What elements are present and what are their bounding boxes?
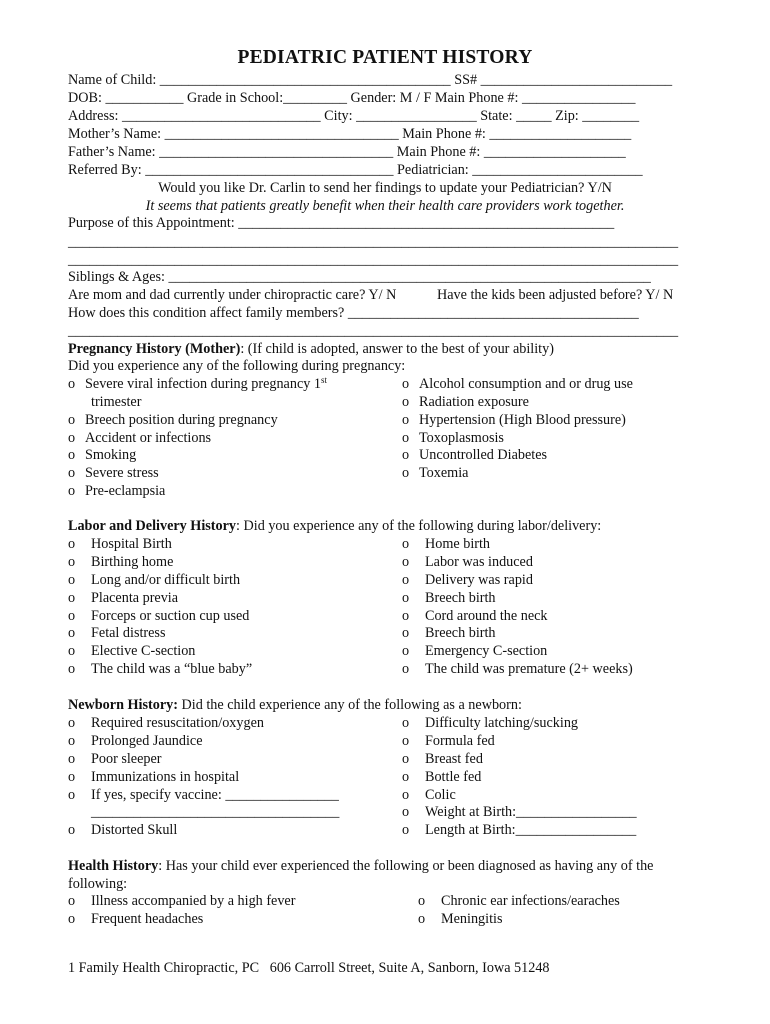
checkbox-circle-icon[interactable]: o [402, 536, 410, 552]
checkbox-circle-icon[interactable]: o [68, 536, 76, 552]
checkbox-circle-icon[interactable]: o [402, 590, 410, 606]
checkbox-circle-icon[interactable]: o [68, 733, 76, 749]
labor-option[interactable] [68, 660, 252, 678]
option-label: Required resuscitation/oxygen [91, 715, 264, 731]
labor-heading [68, 517, 601, 535]
checkbox-circle-icon[interactable]: o [402, 733, 410, 749]
option-label: The child was premature (2+ weeks) [425, 661, 633, 677]
pregnancy-option[interactable] [68, 411, 278, 429]
option-label: Breast fed [425, 751, 483, 767]
checkbox-circle-icon[interactable]: o [402, 572, 410, 588]
option-label: Birthing home [91, 554, 174, 570]
option-label: Hospital Birth [91, 536, 172, 552]
pregnancy-option[interactable] [68, 429, 211, 447]
newborn-option[interactable] [68, 732, 203, 750]
findings-question[interactable]: Would you like Dr. Carlin to send her findings to update your Pediatrician? Y/N [158, 180, 612, 196]
checkbox-circle-icon[interactable]: o [402, 769, 410, 785]
checkbox-circle-icon[interactable]: o [68, 661, 76, 677]
option-label: Cord around the neck [425, 608, 548, 624]
option-label: Home birth [425, 536, 491, 552]
checkbox-circle-icon[interactable]: o [402, 608, 410, 624]
option-label: Prolonged Jaundice [91, 733, 203, 749]
newborn-heading-text: Did the child experience any of the following as a newborn: [177, 697, 522, 713]
newborn-option[interactable] [68, 714, 264, 732]
labor-heading-label: Labor and Delivery History [68, 518, 237, 534]
pregnancy-option[interactable] [402, 464, 468, 482]
option-label: Poor sleeper [91, 751, 162, 767]
health-option[interactable] [418, 910, 502, 928]
checkbox-circle-icon[interactable]: o [402, 643, 410, 659]
option-label: Radiation exposure [419, 394, 529, 410]
pregnancy-heading-text: : (If child is adopted, answer to the best of your ability) [240, 341, 554, 357]
option-label[interactable]: If yes, specify vaccine: ________________ [91, 787, 339, 803]
option-label: Colic [425, 787, 456, 803]
labor-option[interactable] [68, 589, 178, 607]
checkbox-circle-icon[interactable]: o [68, 787, 76, 803]
newborn-option[interactable] [68, 750, 162, 768]
newborn-option[interactable] [402, 803, 637, 821]
checkbox-circle-icon[interactable]: o [68, 465, 76, 481]
option-label: Distorted Skull [91, 822, 178, 838]
newborn-option[interactable] [68, 821, 177, 839]
option-label: Uncontrolled Diabetes [419, 447, 548, 463]
health-heading [68, 857, 653, 875]
checkbox-circle-icon[interactable]: o [68, 751, 76, 767]
option-label: Breech birth [425, 590, 496, 606]
checkbox-circle-icon[interactable]: o [68, 769, 76, 785]
option-label: Toxemia [419, 465, 469, 481]
checkbox-circle-icon[interactable]: o [402, 822, 410, 838]
checkbox-circle-icon[interactable]: o [402, 804, 410, 820]
option-label: Long and/or difficult birth [91, 572, 241, 588]
option-label: Difficulty latching/sucking [425, 715, 579, 731]
labor-option[interactable] [402, 660, 633, 678]
pregnancy-intro: Did you experience any of the following during pregnancy: [68, 358, 406, 374]
health-option[interactable] [68, 910, 203, 928]
labor-option[interactable] [402, 589, 496, 607]
pregnancy-heading [68, 340, 554, 358]
newborn-option[interactable] [402, 821, 636, 839]
option-label: Breech position during pregnancy [85, 412, 278, 428]
option-label: Frequent headaches [91, 911, 204, 927]
labor-option[interactable] [402, 624, 496, 642]
checkbox-circle-icon[interactable]: o [68, 608, 76, 624]
health-option[interactable] [68, 892, 295, 910]
checkbox-circle-icon[interactable]: o [402, 447, 410, 463]
option-label: Formula fed [425, 733, 495, 749]
pregnancy-option[interactable] [402, 429, 504, 447]
checkbox-circle-icon[interactable]: o [68, 911, 76, 927]
option-label: Illness accompanied by a high fever [91, 893, 296, 909]
checkbox-circle-icon[interactable]: o [402, 412, 410, 428]
labor-option[interactable] [68, 535, 172, 553]
option-label: Immunizations in hospital [91, 769, 240, 785]
option-label: Labor was induced [425, 554, 533, 570]
option-label: Hypertension (High Blood pressure) [419, 412, 626, 428]
checkbox-circle-icon[interactable]: o [68, 430, 76, 446]
condition-blank-line[interactable]: ______________________________________________________________________________________ [68, 323, 679, 339]
checkbox-circle-icon[interactable]: o [68, 715, 76, 731]
labor-option[interactable] [402, 607, 548, 625]
health-heading-text: : Has your child ever experienced the following or been diagnosed as having any of the [158, 858, 654, 874]
checkbox-circle-icon[interactable]: o [418, 911, 426, 927]
page-footer: 1 Family Health Chiropractic, PC 606 Carroll Street, Suite A, Sanborn, Iowa 51248 [68, 960, 550, 976]
option-label: Elective C-section [91, 643, 196, 659]
newborn-option[interactable] [402, 786, 456, 804]
newborn-heading-label: Newborn History: [68, 697, 178, 713]
newborn-option[interactable] [68, 786, 339, 804]
labor-option[interactable] [68, 607, 249, 625]
option-label: Severe viral infection during pregnancy 1 [85, 376, 321, 392]
dob-field[interactable]: DOB: ___________ Grade in School:_________ Gender: M / F Main Phone #: ________________ [68, 90, 636, 106]
checkbox-circle-icon[interactable]: o [402, 394, 410, 410]
fathers-name-field[interactable]: Father’s Name: _________________________________ Main Phone #: ____________________ [68, 144, 626, 160]
checkbox-circle-icon[interactable]: o [402, 787, 410, 803]
newborn-option[interactable] [402, 732, 495, 750]
checkbox-circle-icon[interactable]: o [68, 572, 76, 588]
page-title: PEDIATRIC PATIENT HISTORY [237, 47, 533, 68]
option-label: Alcohol consumption and or drug use [419, 376, 633, 392]
checkbox-circle-icon[interactable]: o [402, 751, 410, 767]
checkbox-circle-icon[interactable]: o [402, 715, 410, 731]
option-label: The child was a “blue baby” [91, 661, 253, 677]
purpose-blank-line[interactable]: ______________________________________________________________________________________ [68, 252, 679, 268]
ordinal-suffix: st [320, 375, 327, 385]
option-label: Accident or infections [85, 430, 212, 446]
option-label[interactable]: Weight at Birth:_________________ [425, 804, 637, 820]
vaccine-blank-line[interactable]: ___________________________________ [91, 804, 340, 820]
option-label: Toxoplasmosis [419, 430, 504, 446]
checkbox-circle-icon[interactable]: o [402, 376, 410, 392]
option-label: Chronic ear infections/earaches [441, 893, 620, 909]
pregnancy-option[interactable] [402, 393, 529, 411]
option-label-continued: trimester [91, 394, 142, 410]
checkbox-circle-icon[interactable]: o [402, 625, 410, 641]
checkbox-circle-icon[interactable]: o [418, 893, 426, 909]
health-heading-label: Health History [68, 858, 159, 874]
option-label: Pre-eclampsia [85, 483, 166, 499]
checkbox-circle-icon[interactable]: o [68, 625, 76, 641]
health-heading-continued: following: [68, 876, 128, 892]
pregnancy-option[interactable] [68, 482, 165, 500]
option-label: Meningitis [441, 911, 503, 927]
checkbox-circle-icon[interactable]: o [402, 554, 410, 570]
option-label: Severe stress [85, 465, 159, 481]
option-label: Forceps or suction cup used [91, 608, 250, 624]
labor-option[interactable] [402, 571, 533, 589]
labor-option[interactable] [402, 553, 533, 571]
checkbox-circle-icon[interactable]: o [68, 822, 76, 838]
pregnancy-option[interactable] [402, 411, 626, 429]
checkbox-circle-icon[interactable]: o [68, 412, 76, 428]
option-label: Delivery was rapid [425, 572, 533, 588]
pregnancy-heading-label: Pregnancy History (Mother) [68, 341, 241, 357]
checkbox-circle-icon[interactable]: o [68, 554, 76, 570]
mothers-name-field[interactable]: Mother’s Name: _________________________________ Main Phone #: ____________________ [68, 126, 632, 142]
referred-by-field[interactable]: Referred By: ___________________________________ Pediatrician: ________________________ [68, 162, 643, 178]
option-label: Bottle fed [425, 769, 482, 785]
checkbox-circle-icon[interactable]: o [402, 661, 410, 677]
checkbox-circle-icon[interactable]: o [68, 590, 76, 606]
adjusted-before-question[interactable]: Have the kids been adjusted before? Y/ N [437, 287, 674, 303]
chiro-care-question[interactable]: Are mom and dad currently under chiropractic care? Y/ N [68, 287, 397, 303]
option-label: Placenta previa [91, 590, 179, 606]
checkbox-circle-icon[interactable]: o [68, 376, 76, 392]
pregnancy-option[interactable] [68, 464, 159, 482]
pregnancy-option[interactable] [68, 446, 136, 464]
checkbox-circle-icon[interactable]: o [402, 430, 410, 446]
checkbox-circle-icon[interactable]: o [68, 893, 76, 909]
pregnancy-option[interactable] [68, 375, 327, 393]
name-of-child-field[interactable]: Name of Child: _________________________________________ SS# ___________________________ [68, 72, 673, 88]
option-label: Fetal distress [91, 625, 166, 641]
newborn-option[interactable] [402, 768, 481, 786]
labor-option[interactable] [402, 535, 490, 553]
newborn-option[interactable] [402, 714, 578, 732]
siblings-field[interactable]: Siblings & Ages: ____________________________________________________________________ [68, 269, 651, 285]
option-label: Breech birth [425, 625, 496, 641]
labor-option[interactable] [68, 642, 195, 660]
checkbox-circle-icon[interactable]: o [68, 643, 76, 659]
findings-note: It seems that patients greatly benefit when their health care providers work together. [145, 198, 625, 214]
condition-affect-field[interactable]: How does this condition affect family members? _________________________________________ [68, 305, 639, 321]
labor-option[interactable] [68, 571, 240, 589]
newborn-option[interactable] [402, 750, 483, 768]
option-label: Smoking [85, 447, 137, 463]
labor-heading-text: : Did you experience any of the following during labor/delivery: [236, 518, 602, 534]
labor-option[interactable] [68, 624, 165, 642]
health-option[interactable] [418, 892, 620, 910]
purpose-blank-line[interactable]: ______________________________________________________________________________________ [68, 234, 679, 250]
checkbox-circle-icon[interactable]: o [68, 447, 76, 463]
address-field[interactable]: Address: ____________________________ City: _________________ State: _____ Zip: ________ [68, 108, 640, 124]
purpose-field[interactable]: Purpose of this Appointment: _____________________________________________________ [68, 215, 615, 231]
newborn-heading [68, 696, 522, 714]
newborn-option[interactable] [68, 768, 239, 786]
checkbox-circle-icon[interactable]: o [402, 465, 410, 481]
checkbox-circle-icon[interactable]: o [68, 483, 76, 499]
option-label: Emergency C-section [425, 643, 548, 659]
labor-option[interactable] [402, 642, 547, 660]
pregnancy-option[interactable] [402, 446, 547, 464]
labor-option[interactable] [68, 553, 173, 571]
pregnancy-option[interactable] [402, 375, 633, 393]
option-label[interactable]: Length at Birth:_________________ [425, 822, 637, 838]
